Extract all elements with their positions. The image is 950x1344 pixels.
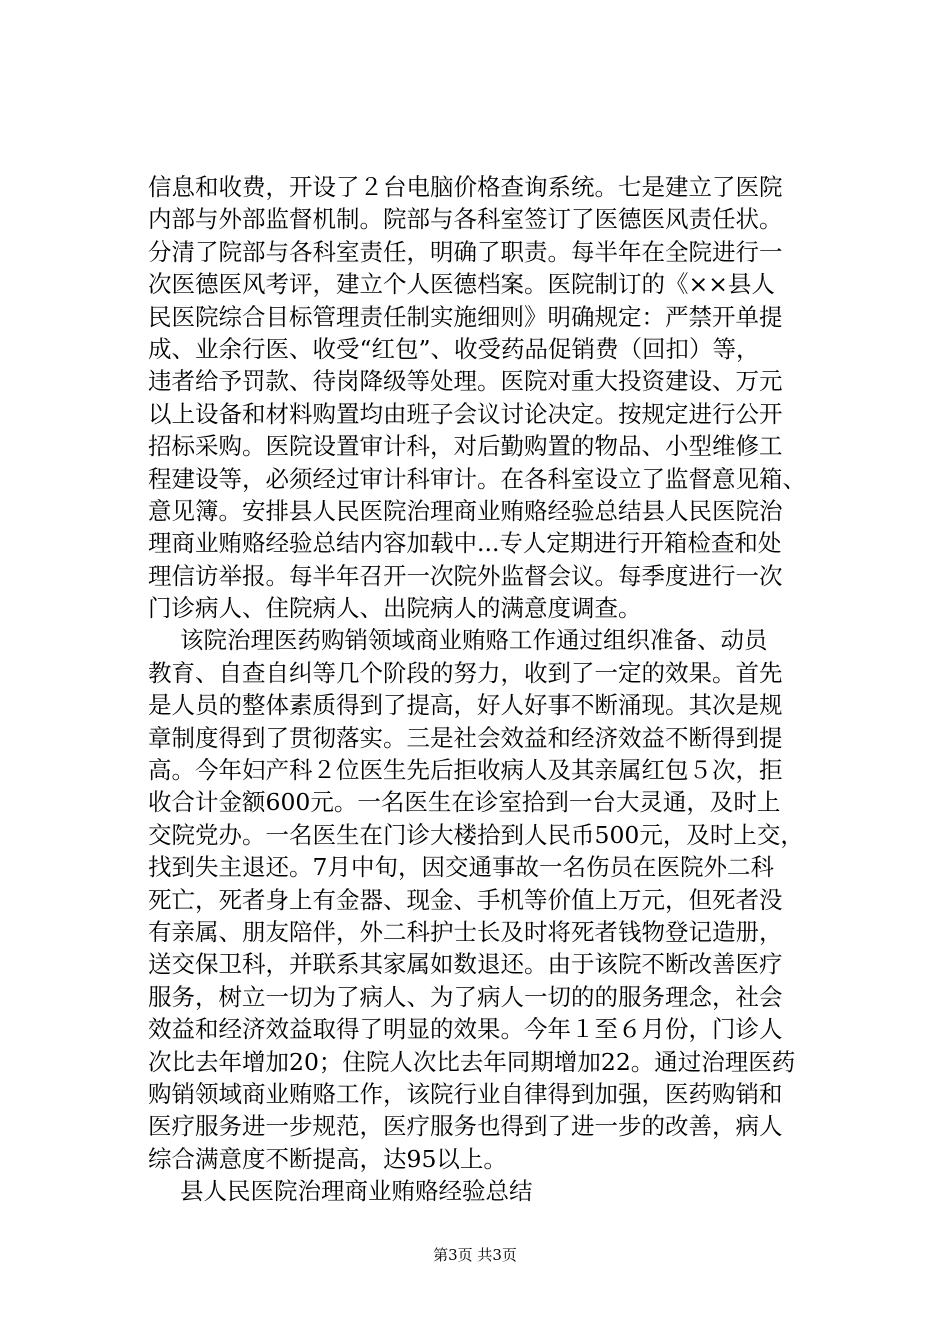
text-line: 招标采购。医院设置审计科，对后勤购置的物品、小型维修工: [148, 432, 783, 461]
text-line: 章制度得到了贯彻落实。三是社会效益和经济效益不断得到提: [148, 723, 783, 752]
text-line: 综合满意度不断提高，达95以上。: [148, 1144, 507, 1173]
page-number: 第3页 共3页: [433, 1246, 517, 1264]
text-line: 效益和经济效益取得了明显的效果。今年１至６月份，门诊人: [148, 1015, 783, 1044]
text-line: 以上设备和材料购置均由班子会议讨论决定。按规定进行公开: [148, 399, 783, 428]
paragraph-first-line: 该院治理医药购销领域商业贿赂工作通过组织准备、动员: [180, 626, 768, 655]
text-line: 程建设等，必须经过审计科审计。在各科室设立了监督意见箱、: [148, 464, 806, 493]
text-line: 高。今年妇产科２位医生先后拒收病人及其亲属红包５次，拒: [148, 756, 783, 785]
text-line: 死亡，死者身上有金器、现金、手机等价值上万元，但死者没: [148, 885, 783, 914]
text-line: 成、业余行医、收受“红包”、收受药品促销费（回扣）等，: [148, 334, 760, 363]
document-body: [148, 171, 838, 1208]
text-line: 理信访举报。每半年召开一次院外监督会议。每季度进行一次: [148, 561, 783, 590]
text-line: 是人员的整体素质得到了提高，好人好事不断涌现。其次是规: [148, 691, 783, 720]
text-line: 收合计金额600元。一名医生在诊室拾到一台大灵通，及时上: [148, 788, 781, 817]
text-line: 有亲属、朋友陪伴，外二科护士长及时将死者钱物登记造册，: [148, 917, 783, 946]
text-line: 违者给予罚款、待岗降级等处理。医院对重大投资建设、万元: [148, 367, 783, 396]
text-line: 民医院综合目标管理责任制实施细则》明确规定：严禁开单提: [148, 302, 783, 331]
text-line: 医疗服务进一步规范，医疗服务也得到了进一步的改善，病人: [148, 1112, 783, 1141]
text-line: 送交保卫科，并联系其家属如数退还。由于该院不断改善医疗: [148, 950, 783, 979]
text-line: 服务，树立一切为了病人、为了病人一切的的服务理念，社会: [148, 982, 783, 1011]
text-line: 次医德医风考评，建立个人医德档案。医院制订的《××县人: [148, 270, 775, 299]
text-line: 理商业贿赂经验总结内容加载中...专人定期进行开箱检查和处: [148, 529, 782, 558]
text-line: 信息和收费，开设了２台电脑价格查询系统。七是建立了医院: [148, 173, 783, 201]
text-line: 交院党办。一名医生在门诊大楼拾到人民币500元，及时上交，: [148, 820, 804, 849]
text-line: 分清了院部与各科室责任，明确了职责。每半年在全院进行一: [148, 237, 783, 266]
text-line: 教育、自查自纠等几个阶段的努力，收到了一定的效果。首先: [148, 658, 783, 687]
text-line: 门诊病人、住院病人、出院病人的满意度调查。: [148, 594, 642, 623]
text-line: 内部与外部监督机制。院部与各科室签订了医德医风责任状。: [148, 205, 783, 234]
text-line: 找到失主退还。7月中旬，因交通事故一名伤员在医院外二科: [148, 853, 774, 882]
text-line: 意见簿。安排县人民医院治理商业贿赂经验总结县人民医院治: [148, 496, 783, 525]
text-line: 次比去年增加20；住院人次比去年同期增加22。通过治理医药: [148, 1047, 796, 1076]
page-footer: [0, 1245, 950, 1265]
text-line: 购销领域商业贿赂工作，该院行业自律得到加强，医药购销和: [148, 1079, 783, 1108]
closing-title: 县人民医院治理商业贿赂经验总结: [180, 1177, 533, 1206]
